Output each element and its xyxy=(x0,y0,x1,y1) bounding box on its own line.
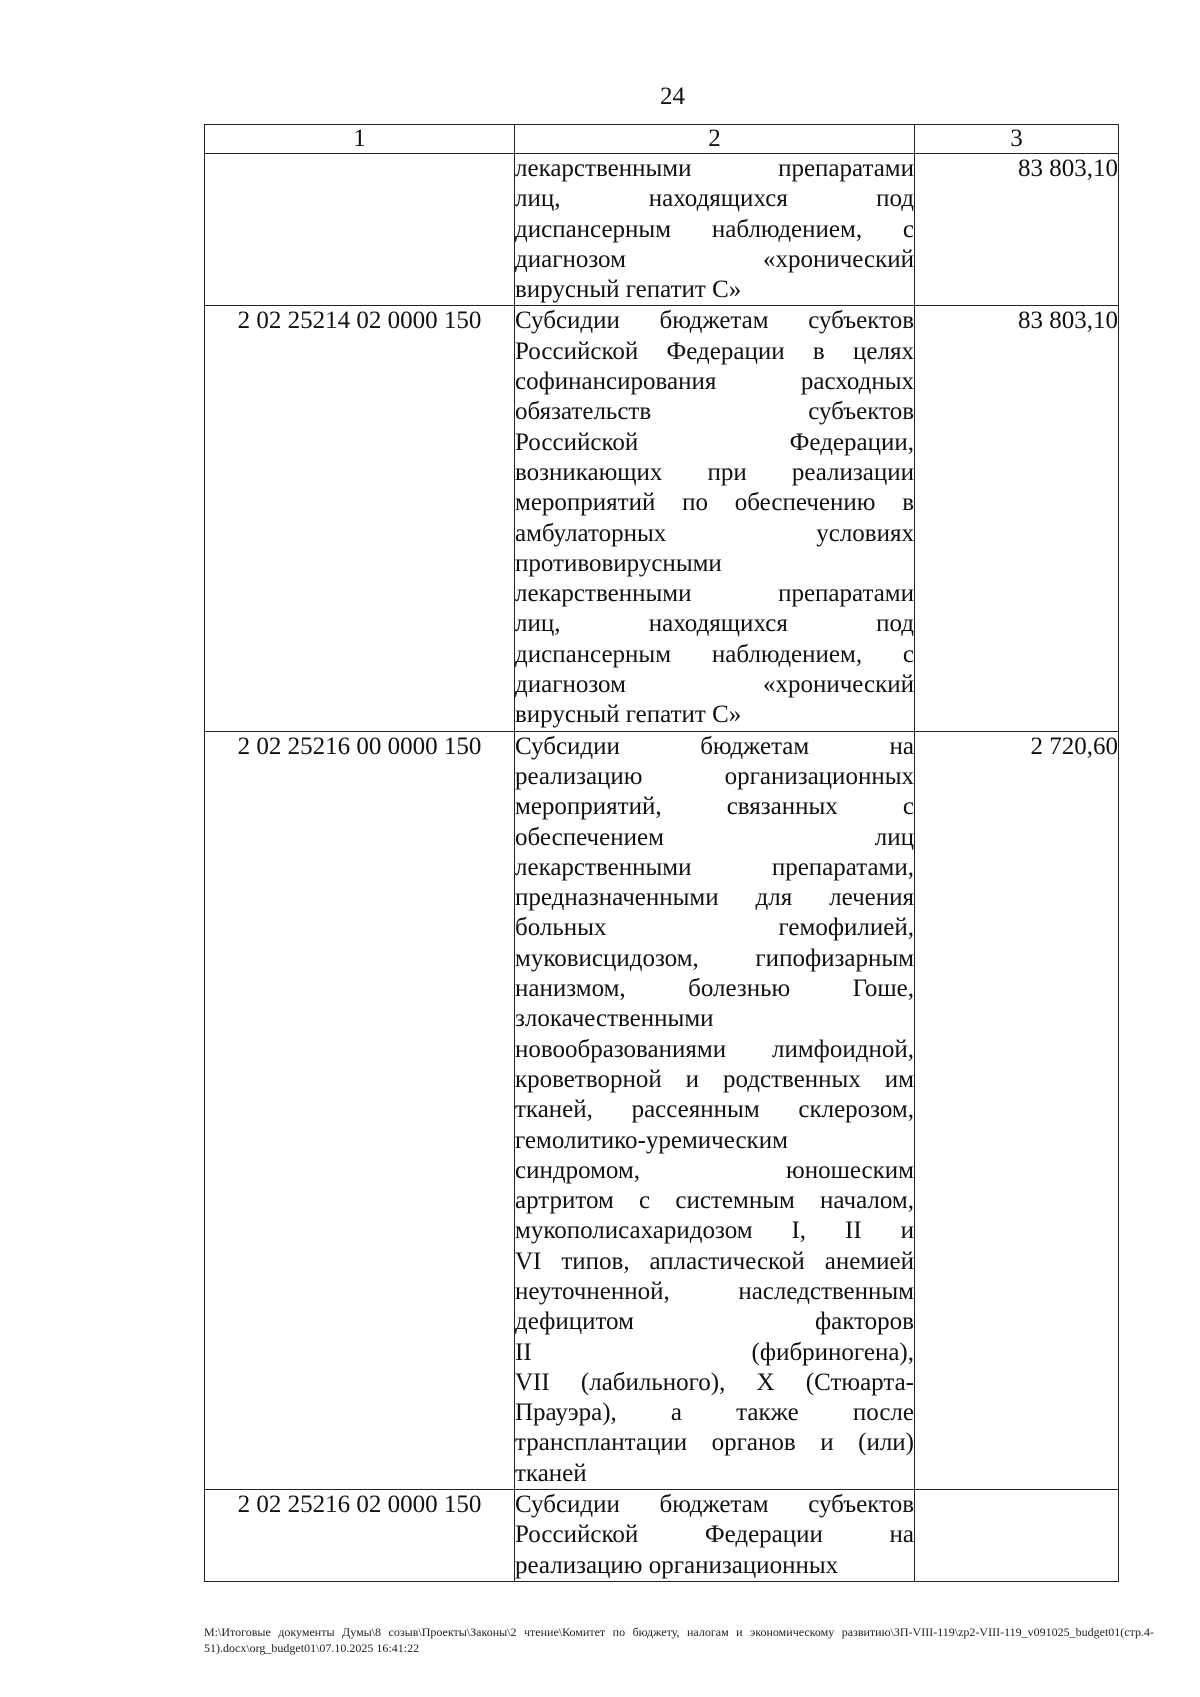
description-line: больных гемофилией, xyxy=(515,914,914,942)
description-line: тканей, рассеянным склерозом, xyxy=(515,1096,914,1124)
budget-table xyxy=(204,124,1119,1582)
description-line: VII (лабильного), X (Стюарта- xyxy=(515,1368,914,1396)
description-line: II (фибриногена), xyxy=(515,1338,914,1366)
description-line: софинансирования расходных xyxy=(515,368,914,396)
description-line: возникающих при реализации xyxy=(515,458,914,486)
amount-cell: 2 720,60 xyxy=(915,731,1119,1489)
description-cell xyxy=(515,154,915,306)
description-cell xyxy=(515,1490,915,1582)
budget-code-cell: 2 02 25216 02 0000 150 xyxy=(205,1490,515,1582)
description-line: лекарственными препаратами xyxy=(515,580,914,608)
budget-code-cell: 2 02 25214 02 0000 150 xyxy=(205,306,515,731)
description-line: диспансерным наблюдением, с xyxy=(515,640,914,668)
description-line: Российской Федерации, xyxy=(515,428,914,456)
description-line: противовирусными xyxy=(515,549,722,577)
page-number: 24 xyxy=(660,83,685,110)
description-line: трансплантации органов и (или) xyxy=(515,1429,914,1457)
description-line: лекарственными препаратами, xyxy=(515,853,914,881)
description-line: реализацию организационных xyxy=(515,1551,839,1579)
amount-cell xyxy=(915,1490,1119,1582)
description-line: лиц, находящихся под xyxy=(515,610,914,638)
description-line: муковисцидозом, гипофизарным xyxy=(515,944,914,972)
description-line: Российской Федерации в целях xyxy=(515,337,914,365)
description-line: диагнозом «хронический xyxy=(515,671,914,699)
description-cell xyxy=(515,731,915,1489)
description-line: злокачественными xyxy=(515,1005,714,1033)
description-line: обеспечением лиц xyxy=(515,823,914,851)
description-line: мукополисахаридозом I, II и xyxy=(515,1217,914,1245)
table-row xyxy=(205,1490,1119,1582)
description-line: Субсидии бюджетам субъектов xyxy=(515,307,914,335)
description-line: тканей xyxy=(515,1459,587,1487)
description-line: VI типов, апластической анемией xyxy=(515,1247,914,1275)
table-row xyxy=(205,306,1119,731)
description-line: лиц, находящихся под xyxy=(515,185,914,213)
description-line: Российской Федерации на xyxy=(515,1521,914,1549)
description-line: кроветворной и родственных им xyxy=(515,1065,914,1093)
description-line: артритом с системным началом, xyxy=(515,1187,914,1215)
document-path-footer: M:\Итоговые документы Думы\8 созыв\Проекты\Законы\2 чтение\Комитет по бюджету, налогам и экономическому развитию\ЗП-VIII-119\zp2-VIII-119_v091025_budget01(стр.4-51).docx\org_budget01\07.10.2025 16:41:22 xyxy=(204,1625,1154,1655)
description-line: синдромом, юношеским xyxy=(515,1156,914,1184)
description-line: амбулаторных условиях xyxy=(515,519,914,547)
description-line: вирусный гепатит С» xyxy=(515,701,742,729)
description-line: нанизмом, болезнью Гоше, xyxy=(515,975,914,1003)
table-row xyxy=(205,154,1119,306)
budget-code-cell xyxy=(205,154,515,306)
description-line: реализацию организационных xyxy=(515,762,914,790)
header-row xyxy=(205,125,1119,154)
description-line: диспансерным наблюдением, с xyxy=(515,215,914,243)
description-line: лекарственными препаратами xyxy=(515,155,914,182)
description-line: мероприятий, связанных с xyxy=(515,793,914,821)
description-line: вирусный гепатит С» xyxy=(515,276,742,304)
description-line: неуточненной, наследственным xyxy=(515,1277,914,1305)
description-line: предназначенными для лечения xyxy=(515,884,914,912)
description-line: Субсидии бюджетам субъектов xyxy=(515,1491,914,1519)
budget-code-cell: 2 02 25216 00 0000 150 xyxy=(205,731,515,1489)
description-line: мероприятий по обеспечению в xyxy=(515,489,914,517)
description-line: обязательств субъектов xyxy=(515,398,914,426)
description-cell xyxy=(515,306,915,731)
header-col-2: 2 xyxy=(515,125,915,154)
description-line: диагнозом «хронический xyxy=(515,245,914,273)
table-row xyxy=(205,731,1119,1489)
description-line: Прауэра), а также после xyxy=(515,1399,914,1427)
header-col-1: 1 xyxy=(205,125,515,154)
description-line: гемолитико-уремическим xyxy=(515,1126,788,1154)
description-line: Субсидии бюджетам на xyxy=(515,732,914,760)
amount-cell: 83 803,10 xyxy=(915,306,1119,731)
header-col-3: 3 xyxy=(915,125,1119,154)
amount-cell: 83 803,10 xyxy=(915,154,1119,306)
description-line: новообразованиями лимфоидной, xyxy=(515,1035,914,1063)
description-line: дефицитом факторов xyxy=(515,1308,914,1336)
